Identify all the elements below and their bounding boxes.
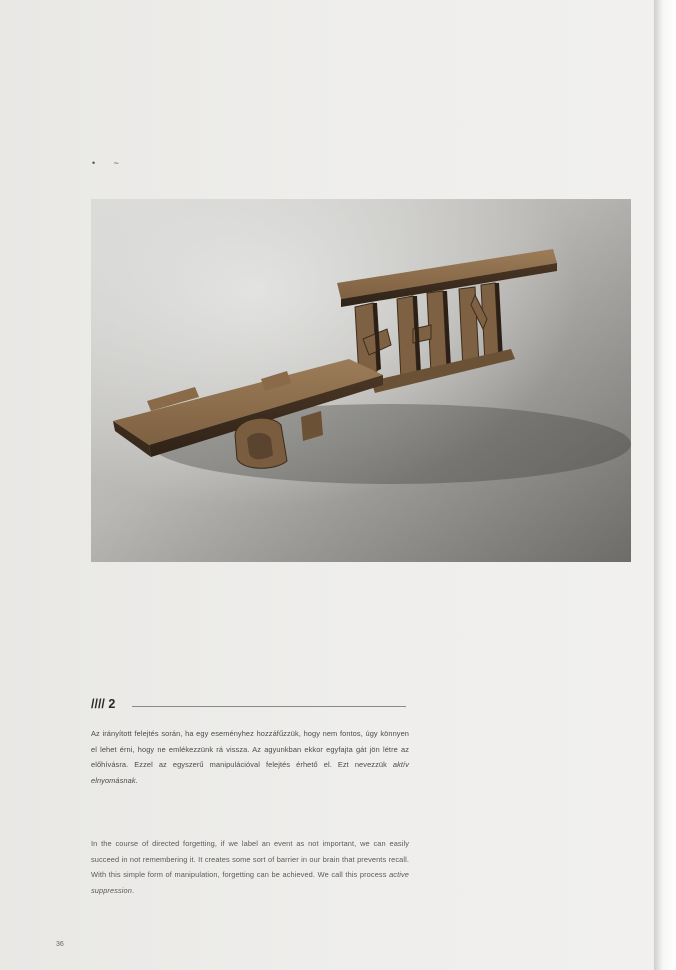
page-edge: [654, 0, 676, 970]
sculpture-photo: [91, 199, 631, 562]
sculpture-image: [91, 199, 631, 562]
paragraph-hungarian: [91, 726, 409, 788]
paragraph-english-term: active suppression: [91, 870, 409, 895]
section-divider: [132, 706, 406, 707]
paragraph-hungarian-term: aktív elnyomásnak: [91, 760, 409, 785]
section-number: //// 2: [91, 697, 116, 711]
paragraph-hungarian-text: Az irányított felejtés során, ha egy eseményhez hozzáfűzzük, hogy nem fontos, úgy könnyen el lehet érni, hogy ne emlékezzünk rá vissza. Az agyunkban ekkor egyfajta gát jön létre az előhívásra. Ezzel az egyszerű manipulációval felejtés érhető el. Ezt nevezzük: [91, 729, 409, 770]
paragraph-english: [91, 836, 409, 898]
top-marks: • ~: [92, 158, 127, 168]
paragraph-hungarian-end: .: [135, 775, 138, 785]
page-number: 36: [56, 941, 64, 948]
paragraph-english-end: .: [131, 885, 135, 895]
paragraph-english-text: In the course of directed forgetting, if we label an event as not important, we can easily succeed in not remembering it. It creates some sort of barrier in our brain that prevents recall. With this simple form of manipulation, forgetting can be achieved. We call this process: [91, 839, 409, 880]
